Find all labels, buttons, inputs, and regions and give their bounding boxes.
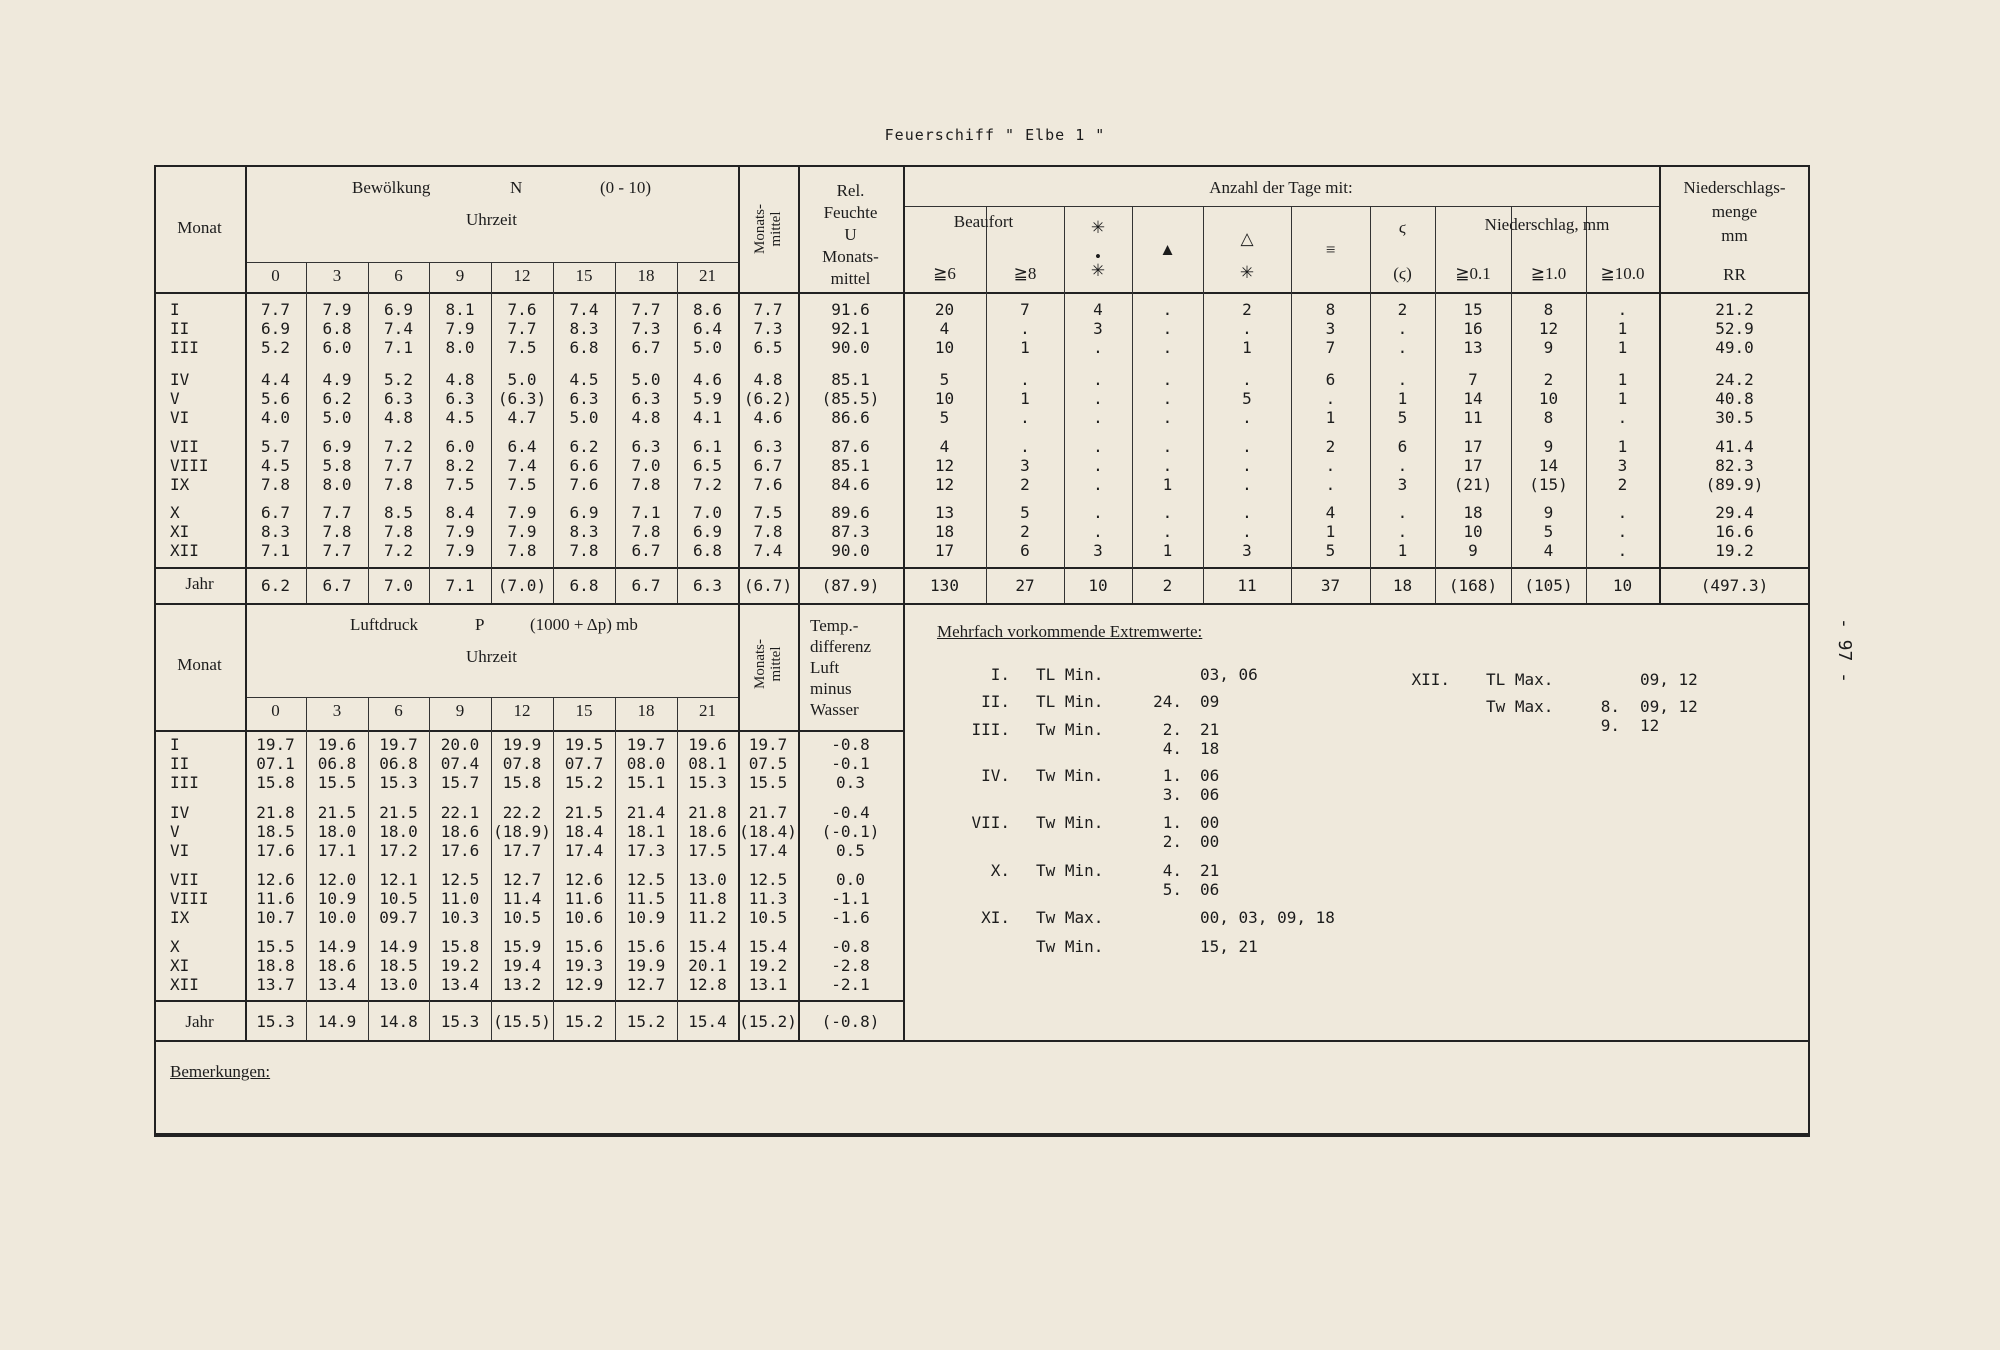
data-cell: 19.7 06.8 15.3 [379, 735, 418, 792]
page-number: - 97 - [1834, 617, 1856, 684]
month-group: IV V VI [170, 370, 190, 427]
hour-header: 12 [513, 266, 531, 285]
h-rule [154, 1135, 1810, 1137]
thunder-icon: ϛ [1398, 218, 1407, 237]
rel-feuchte-header: Rel. Feuchte U Monats- mittel [822, 181, 879, 288]
data-cell: 19.9 07.8 15.8 [502, 735, 542, 792]
data-cell: 7 . 1 [1020, 300, 1030, 357]
month-group: I II III [170, 735, 199, 792]
jahr-cell: 10 [1612, 576, 1633, 595]
hour-header: 15 [575, 266, 593, 285]
extreme-variable: Tw Min. [1036, 937, 1104, 956]
monat-header-lower: Monat [177, 655, 222, 674]
jahr-label: Jahr [185, 574, 214, 593]
extreme-month: X. [990, 861, 1010, 880]
month-group: IV V VI [170, 803, 190, 860]
data-cell: 91.6 92.1 90.0 [831, 300, 870, 357]
data-cell: 12.6 11.6 10.6 [564, 870, 604, 927]
jahr-cell: 6.7 [322, 576, 352, 595]
data-cell: 6 . 3 [1397, 437, 1408, 494]
data-cell: 7.7 6.9 5.2 [261, 300, 290, 357]
jahr-cell: (87.9) [821, 576, 880, 595]
data-cell: 7.7 7.3 6.7 [631, 300, 661, 357]
extreme-hours: 21 06 [1200, 861, 1220, 899]
data-cell: 12.0 10.9 10.0 [317, 870, 357, 927]
hour-header: 12 [513, 701, 531, 720]
data-cell: 8.5 7.8 7.2 [384, 503, 413, 560]
menge-header: Niederschlags- menge mm [1683, 178, 1786, 245]
jahr-cell: 10 [1088, 576, 1108, 595]
jahr-cell: 6.7 [631, 576, 661, 595]
data-cell: 5.0 (6.3) 4.7 [497, 370, 547, 427]
jahr-cell: (-0.8) [821, 1012, 880, 1031]
extreme-variable: Tw Max. [1036, 908, 1104, 927]
data-cell: 21.5 18.0 17.1 [317, 803, 357, 860]
data-cell: 6.7 8.3 7.1 [261, 503, 290, 560]
data-cell: 2 . . [1397, 300, 1408, 357]
data-cell: 19.7 07.1 15.8 [256, 735, 295, 792]
data-cell: 8.4 7.9 7.9 [445, 503, 475, 560]
data-cell: 14.9 18.6 13.4 [317, 937, 357, 994]
jahr-cell: 15.3 [440, 1012, 480, 1031]
data-cell: 15.6 19.9 12.7 [626, 937, 666, 994]
data-cell: 85.1 (85.5) 86.6 [821, 370, 880, 427]
data-cell: 15.6 19.3 12.9 [564, 937, 604, 994]
jahr-label-lower: Jahr [185, 1012, 214, 1031]
extreme-hours: 09, 12 [1640, 670, 1698, 689]
h-rule [154, 292, 1810, 294]
data-cell: 0.0 -1.1 -1.6 [831, 870, 870, 927]
data-cell: . 1 . [1020, 370, 1030, 427]
h-rule [154, 730, 903, 732]
jahr-cell: 14.8 [379, 1012, 418, 1031]
jahr-cell: (497.3) [1700, 576, 1769, 595]
data-cell: 21.5 18.4 17.4 [564, 803, 604, 860]
h-rule [903, 206, 1659, 207]
data-cell: 5.7 4.5 7.8 [261, 437, 290, 494]
hour-header: 3 [332, 701, 342, 720]
data-cell: 14.9 18.5 13.0 [379, 937, 418, 994]
data-cell: 1 3 2 [1617, 437, 1628, 494]
data-cell: 15.5 18.8 13.7 [256, 937, 295, 994]
hour-header: 6 [394, 701, 403, 720]
data-cell: 7.0 6.9 6.8 [693, 503, 722, 560]
data-cell: 18 10 9 [1463, 503, 1483, 560]
data-cell: 15.4 20.1 12.8 [688, 937, 727, 994]
data-cell: 5.2 6.3 4.8 [384, 370, 413, 427]
luftdruck-label: Luftdruck [350, 615, 418, 634]
data-cell: 8 12 9 [1538, 300, 1559, 357]
data-cell: 4 12 12 [934, 437, 955, 494]
data-cell: 7.7 7.8 7.7 [322, 503, 352, 560]
data-cell: 15.8 19.2 13.4 [440, 937, 480, 994]
jahr-cell: 2 [1162, 576, 1173, 595]
extreme-month: VII. [971, 813, 1010, 832]
data-cell: 2 10 8 [1538, 370, 1559, 427]
data-cell: . 1 5 [1397, 370, 1408, 427]
hour-header: 3 [332, 266, 342, 285]
hour-header: 15 [575, 701, 593, 720]
h-rule [154, 1000, 903, 1002]
data-cell: 8.6 6.4 5.0 [693, 300, 722, 357]
data-cell: 22.1 18.6 17.6 [440, 803, 480, 860]
data-cell: 9 5 4 [1543, 503, 1554, 560]
monatsmittel-header: Monats- mittel [752, 204, 784, 254]
data-cell: 12.7 11.4 10.5 [502, 870, 542, 927]
month-group: VII VIII IX [170, 437, 209, 494]
data-cell: 21.4 18.1 17.3 [626, 803, 666, 860]
uhrzeit-label: Uhrzeit [466, 210, 517, 229]
data-cell: 12.5 11.0 10.3 [440, 870, 480, 927]
jahr-cell: 18 [1392, 576, 1413, 595]
data-cell: 41.4 82.3 (89.9) [1705, 437, 1764, 494]
bemerkungen-label: Bemerkungen: [170, 1062, 271, 1081]
hour-header: 21 [699, 266, 716, 285]
jahr-cell: 15.2 [564, 1012, 604, 1031]
jahr-cell: 15.2 [626, 1012, 666, 1031]
data-cell: . . . [1617, 503, 1628, 560]
extreme-variable: TL Max. [1486, 670, 1554, 689]
data-cell: . . 3 [1093, 503, 1103, 560]
extreme-variable: Tw Min. [1036, 766, 1104, 785]
data-cell: . . . [1093, 437, 1103, 494]
data-cell: 17 17 (21) [1453, 437, 1493, 494]
extreme-day: 8. 9. [1600, 697, 1620, 735]
jahr-cell: (15.5) [493, 1012, 551, 1031]
jahr-cell: 15.4 [688, 1012, 727, 1031]
jahr-cell: (7.0) [497, 576, 547, 595]
extreme-hours: 00, 03, 09, 18 [1200, 908, 1335, 927]
data-cell: 8 3 7 [1325, 300, 1336, 357]
data-cell: . . 1 [1162, 503, 1173, 560]
thunder-distant-icon: (ϛ) [1393, 264, 1412, 283]
extreme-month: XII. [1411, 670, 1450, 689]
extreme-month: XI. [981, 908, 1010, 927]
extreme-day: 1. 3. [1162, 766, 1182, 804]
jahr-cell: 6.2 [261, 576, 290, 595]
data-cell: 2 . 1 [1242, 300, 1252, 357]
data-cell: 12.5 11.3 10.5 [748, 870, 788, 927]
hour-header: 21 [699, 701, 716, 720]
uhrzeit-label-lower: Uhrzeit [466, 647, 517, 666]
hour-header: 18 [637, 266, 655, 285]
data-cell: 15 16 13 [1463, 300, 1483, 357]
data-cell: 8.1 7.9 8.0 [445, 300, 475, 357]
extreme-hours: 00 00 [1200, 813, 1220, 851]
jahr-cell: (105) [1524, 576, 1573, 595]
data-cell: 6.0 8.2 7.5 [445, 437, 475, 494]
data-cell: 7.1 7.8 6.7 [631, 503, 661, 560]
extreme-day: 2. 4. [1162, 720, 1182, 758]
fog-icon: ≡ [1325, 240, 1336, 259]
extreme-month: I. [990, 665, 1010, 684]
data-cell: 7.2 7.7 7.8 [384, 437, 413, 494]
data-cell: 7.6 7.7 7.5 [507, 300, 537, 357]
extreme-month: II. [981, 692, 1010, 711]
data-cell: . . 1 [1397, 503, 1408, 560]
data-cell: 7.4 8.3 6.8 [569, 300, 599, 357]
jahr-cell: 14.9 [317, 1012, 357, 1031]
data-cell: . 1 1 [1617, 300, 1628, 357]
beaufort-header: Beaufort [953, 212, 1014, 231]
data-cell: 6.3 7.0 7.8 [631, 437, 661, 494]
data-cell: 9 14 (15) [1529, 437, 1568, 494]
data-cell: 6 . 1 [1325, 370, 1336, 427]
data-cell: 6.4 7.4 7.5 [507, 437, 537, 494]
jahr-cell: 7.1 [445, 576, 475, 595]
data-cell: 21.2 52.9 49.0 [1715, 300, 1754, 357]
extreme-variable: Tw Max. [1486, 697, 1554, 716]
extreme-variable: TL Min. [1036, 665, 1104, 684]
jahr-cell: (6.7) [743, 576, 793, 595]
data-cell: 19.6 08.1 15.3 [688, 735, 727, 792]
data-cell: 7 14 11 [1463, 370, 1483, 427]
data-cell: . . . [1093, 370, 1103, 427]
month-group: VII VIII IX [170, 870, 209, 927]
data-cell: -0.4 (-0.1) 0.5 [821, 803, 880, 860]
data-cell: 20.0 07.4 15.7 [440, 735, 480, 792]
data-cell: 21.5 18.0 17.2 [379, 803, 418, 860]
data-cell: 22.2 (18.9) 17.7 [493, 803, 551, 860]
p-label: P [475, 615, 485, 634]
data-cell: 87.6 85.1 84.6 [831, 437, 870, 494]
h-rule [154, 1040, 1810, 1042]
monat-header: Monat [177, 218, 222, 237]
data-cell: 24.2 40.8 30.5 [1715, 370, 1754, 427]
graupel-icon: △ ✳ [1239, 229, 1255, 282]
data-cell: 4.8 (6.2) 4.6 [743, 370, 793, 427]
data-cell: 4.5 6.3 5.0 [569, 370, 599, 427]
data-cell: 4.9 6.2 5.0 [322, 370, 352, 427]
snow-icon: ✳ [1090, 218, 1106, 237]
extreme-variable: Tw Min. [1036, 720, 1104, 739]
data-cell: . . . [1162, 370, 1173, 427]
jahr-cell: (168) [1448, 576, 1498, 595]
hour-header: 0 [271, 701, 280, 720]
pressure-range-label: (1000 + Δp) mb [530, 615, 638, 634]
data-cell: 21.8 18.6 17.5 [688, 803, 727, 860]
snow-rain-icon: • ✳ [1090, 247, 1106, 280]
month-group: X XI XII [170, 503, 199, 560]
month-group: X XI XII [170, 937, 199, 994]
beaufort-8: ≧8 [1013, 264, 1037, 283]
data-cell: 7.9 7.9 7.8 [507, 503, 537, 560]
data-cell: 6.9 5.8 8.0 [322, 437, 352, 494]
data-cell: 89.6 87.3 90.0 [831, 503, 870, 560]
data-cell: . . . [1162, 300, 1173, 357]
data-cell: . 5 . [1242, 370, 1252, 427]
jahr-cell: 15.3 [256, 1012, 295, 1031]
data-cell: 4 1 5 [1325, 503, 1336, 560]
data-cell: 29.4 16.6 19.2 [1715, 503, 1754, 560]
month-group: I II III [170, 300, 199, 357]
data-cell: 13 18 17 [934, 503, 955, 560]
hour-header: 6 [394, 266, 403, 285]
extreme-variable: Tw Min. [1036, 813, 1104, 832]
hour-header: 0 [271, 266, 280, 285]
bewoelkung-label: Bewölkung [352, 178, 431, 197]
jahr-cell: 7.0 [384, 576, 413, 595]
range-label: (0 - 10) [600, 178, 651, 197]
data-cell: 19.7 07.5 15.5 [748, 735, 788, 792]
extreme-variable: Tw Min. [1036, 861, 1104, 880]
data-cell: 6.9 8.3 7.8 [569, 503, 599, 560]
h-rule [154, 567, 1810, 569]
jahr-cell: 130 [930, 576, 959, 595]
extreme-hours: 03, 06 [1200, 665, 1258, 684]
data-cell: 21.8 18.5 17.6 [256, 803, 295, 860]
monatsmittel-header-lower: Monats- mittel [752, 639, 784, 689]
jahr-cell: 11 [1237, 576, 1257, 595]
extreme-day: 4. 5. [1162, 861, 1182, 899]
data-cell: 13.0 11.8 11.2 [688, 870, 727, 927]
data-cell: 6.2 6.6 7.6 [569, 437, 599, 494]
page-title: Feuerschiff " Elbe 1 " [884, 126, 1106, 144]
data-cell: 12.1 10.5 09.7 [379, 870, 418, 927]
extremes-heading: Mehrfach vorkommende Extremwerte: [937, 622, 1203, 641]
jahr-cell: 27 [1015, 576, 1035, 595]
data-cell: 4.6 5.9 4.1 [693, 370, 722, 427]
data-cell: 19.6 06.8 15.5 [317, 735, 357, 792]
data-cell: 6.1 6.5 7.2 [693, 437, 722, 494]
niederschlag-col: ≧0.1 [1455, 264, 1491, 283]
jahr-cell: 37 [1320, 576, 1341, 595]
extreme-hours: 09 [1200, 692, 1220, 711]
data-cell: 19.5 07.7 15.2 [564, 735, 604, 792]
data-cell: 1 1 . [1617, 370, 1628, 427]
hail-icon: ▲ [1159, 240, 1176, 259]
rr-header: RR [1723, 265, 1746, 284]
data-cell: . . 1 [1162, 437, 1173, 494]
data-cell: 2 . . [1325, 437, 1336, 494]
data-cell: 20 4 10 [934, 300, 955, 357]
data-cell: 5 10 5 [934, 370, 955, 427]
data-cell: 7.9 6.8 6.0 [322, 300, 352, 357]
data-cell: 15.9 19.4 13.2 [502, 937, 542, 994]
data-cell: 6.9 7.4 7.1 [384, 300, 413, 357]
n-label: N [510, 178, 523, 197]
data-cell: 15.4 19.2 13.1 [748, 937, 788, 994]
data-cell: 5.0 6.3 4.8 [631, 370, 661, 427]
niederschlag-col: ≧1.0 [1530, 264, 1567, 283]
temp-diff-header: Temp.- differenz Luft minus Wasser [810, 616, 872, 719]
data-cell: . . 3 [1242, 503, 1252, 560]
jahr-cell: 6.3 [693, 576, 722, 595]
jahr-cell: (15.2) [739, 1012, 797, 1031]
data-cell: 21.7 (18.4) 17.4 [739, 803, 797, 860]
hour-header: 9 [455, 266, 465, 285]
data-cell: 12.5 11.5 10.9 [626, 870, 666, 927]
beaufort-6: ≧6 [933, 264, 956, 283]
data-cell: 12.6 11.6 10.7 [256, 870, 295, 927]
v-rule [903, 603, 905, 1040]
data-cell: -0.8 -0.1 0.3 [831, 735, 870, 792]
extreme-hours: 09, 12 12 [1640, 697, 1698, 735]
extreme-day: 1. 2. [1162, 813, 1182, 851]
hour-header: 18 [637, 701, 655, 720]
hour-header: 9 [455, 701, 465, 720]
data-cell: 4.8 6.3 4.5 [445, 370, 475, 427]
extreme-variable: TL Min. [1036, 692, 1104, 711]
data-cell: 7.7 7.3 6.5 [753, 300, 783, 357]
data-cell: 4 3 . [1093, 300, 1103, 357]
jahr-cell: 6.8 [569, 576, 599, 595]
niederschlag-col: ≧10.0 [1600, 264, 1645, 283]
niederschlag-header: Niederschlag, mm [1484, 215, 1610, 234]
extreme-hours: 06 06 [1200, 766, 1220, 804]
data-cell: 19.7 08.0 15.1 [626, 735, 666, 792]
extreme-month: III. [971, 720, 1010, 739]
h-rule [154, 603, 1810, 605]
data-cell: -0.8 -2.8 -2.1 [831, 937, 870, 994]
extreme-month: IV. [981, 766, 1010, 785]
extreme-hours: 15, 21 [1200, 937, 1258, 956]
data-cell: . 3 2 [1020, 437, 1030, 494]
data-cell: . . . [1242, 437, 1252, 494]
data-cell: 4.4 5.6 4.0 [261, 370, 290, 427]
data-cell: 5 2 6 [1020, 503, 1030, 560]
anzahl-header: Anzahl der Tage mit: [1209, 178, 1353, 197]
extreme-day: 24. [1153, 692, 1182, 711]
data-cell: 6.3 6.7 7.6 [753, 437, 783, 494]
data-cell: 7.5 7.8 7.4 [753, 503, 783, 560]
extreme-hours: 21 18 [1200, 720, 1220, 758]
